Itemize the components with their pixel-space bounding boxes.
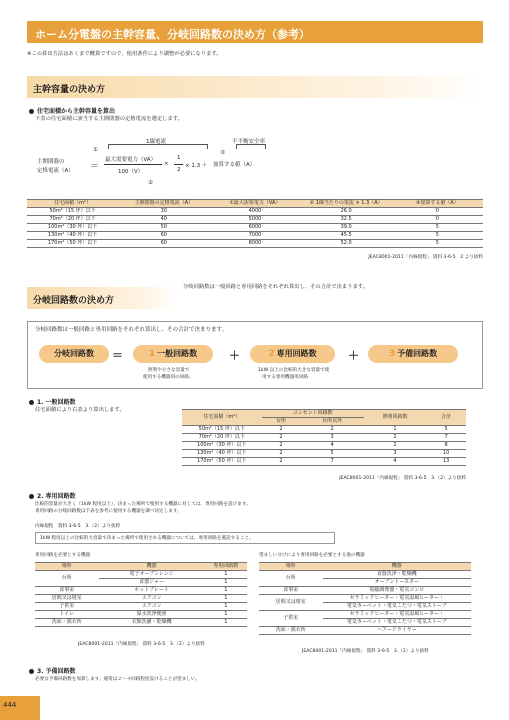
dedicated-required-table (35, 562, 247, 627)
source-note: JEAC8001-2011「内線規程」 資料 3-6-5 3.（2）より抜粋 (339, 476, 466, 481)
col-header: 場所 (259, 563, 323, 571)
cell: 130m²（40 坪）以下 (182, 450, 262, 458)
cell: 40 (118, 216, 209, 224)
cell: 洗面・脱衣所 (35, 619, 99, 627)
general-circuits-table (182, 409, 466, 466)
cell: 5 (426, 426, 466, 434)
operator-plus: ＋ (229, 349, 240, 362)
cell: 100m²（30 坪）以下 (27, 224, 118, 232)
desc-general-2: 使用する機器用の回路。 (143, 375, 194, 380)
cell: 食事室 (259, 587, 323, 595)
cell: オーブントースター (323, 579, 471, 587)
table-row (35, 571, 247, 579)
source-note: JEAC8001-2011「内線規程」 資料 3-6-5 3.（2）より抜粋 (78, 642, 205, 647)
cell: 1 (205, 595, 247, 603)
formula-left-a: 主開閉器の (37, 159, 65, 165)
table-row (259, 595, 471, 603)
cell: 7 (426, 434, 466, 442)
cell: 1 (205, 619, 247, 627)
cell: トイレ (35, 611, 99, 619)
cell: 子供室 (35, 603, 99, 611)
cell: 電磁調理器・電気コンロ (323, 587, 471, 595)
cell: 50m²（15 坪）以下 (182, 426, 262, 434)
pill-number: 3 (388, 349, 396, 359)
page-number: 444 (3, 701, 17, 709)
section-desc: 下表の住宅面積に該当する主開閉器の定格電流を選定します。 (35, 116, 183, 122)
cell: 0 (392, 216, 483, 224)
table-row (182, 450, 466, 458)
fraction-line (104, 164, 162, 165)
col-header: 機器 (323, 563, 471, 571)
dedicated-ref: 内線規程 資料 3-6-5 3.（2）より抜粋 (35, 524, 121, 529)
dedicated-desc-2: 専用回路の分岐回路数は下表を参考に使用する機器を調べ決定します。 (35, 509, 182, 514)
section-heading-main-capacity: 主幹容量の決め方 (27, 76, 483, 98)
cell: 2 (300, 426, 363, 434)
left-table-title: 専用回路を必要とする機器 (35, 553, 91, 558)
table-row (27, 208, 483, 216)
col-header: 専用回路数 (205, 563, 247, 571)
cell: 2 (262, 426, 301, 434)
source-note: JEAC8001-2011「内線規程」 資料 3-6-5 2 より抜粋 (368, 255, 483, 260)
bullet-general: 1. 一般回路数 (29, 397, 76, 406)
table-row (259, 587, 471, 595)
bullet-main-capacity: 住宅面積から主幹容量を算出 (29, 106, 115, 115)
table-row (27, 216, 483, 224)
cell: ホットプレート (99, 587, 205, 595)
spare-desc: 必要な予備回路数を加算します。通常は２～４回路程度設けることが望ましい。 (35, 677, 201, 682)
source-note: JEAC8001-2011「内線規程」 資料 3-6-5 3.（2）より抜粋 (302, 649, 429, 654)
table-row (259, 627, 471, 635)
cell: 2 (262, 458, 301, 466)
cell: 5 (300, 450, 363, 458)
cell: 5 (392, 224, 483, 232)
cell: 電気カーペット・電気こたつ・電気ストーブ (323, 603, 471, 611)
table-row (259, 571, 471, 579)
col-header: 照明回路数 (364, 410, 426, 426)
cell: 130m²（40 坪）以下 (27, 232, 118, 240)
col-header: 住宅面積（m²） (182, 410, 262, 426)
cell: 70m²（20 坪）以下 (182, 434, 262, 442)
pill-label: 専用回路数 (276, 349, 317, 358)
bracket-line (236, 144, 266, 149)
cell: 衣類洗濯・乾燥機 (99, 619, 205, 627)
cell: 50m²（15 坪）以下 (27, 208, 118, 216)
cell: セラミックヒーター・電気温風ヒーター・ (323, 595, 471, 603)
col-header: 合計 (426, 410, 466, 426)
col-header: 住宅面積（m²） (27, 200, 118, 208)
col-header: ③加算する値（A） (392, 200, 483, 208)
label-imbalance-factor: 不平衡安全率 (232, 139, 266, 145)
table-row (182, 426, 466, 434)
cell: ヘアードライヤー (323, 627, 471, 635)
cell: 26.0 (301, 208, 392, 216)
bullet-dot-icon (29, 400, 34, 405)
formula-one: 1 (177, 155, 181, 161)
table-row (182, 442, 466, 450)
pill-total-branch: 分岐回路数 (39, 345, 109, 363)
right-table-title: 望ましい分けにより専用回路を必要とする他の機器 (259, 553, 365, 558)
cell: 60 (118, 240, 209, 248)
main-capacity-table (27, 199, 483, 248)
cell: 10 (426, 450, 466, 458)
cell: 食器洗浄・乾燥機 (323, 571, 471, 579)
cell: 13 (426, 458, 466, 466)
table-row (259, 611, 471, 619)
branch-box-text: 分岐回路数は一般回路と専用回路をそれぞれ算出し、その合計で決まります。 (35, 327, 228, 333)
table-row (27, 232, 483, 240)
table-row (35, 611, 247, 619)
cell: 2 (262, 450, 301, 458)
cell: 2 (262, 442, 301, 450)
cell: 食器ジャー (99, 579, 205, 587)
table-header-row (182, 410, 466, 418)
cell: 7 (300, 458, 363, 466)
table-row (35, 587, 247, 595)
cell: 70m²（20 坪）以下 (27, 216, 118, 224)
cell: 1 (364, 426, 426, 434)
dedicated-ref-box: 1kW 程度以上の比較的大容量で決まった場所で使用される機器については、専用回路を施設すること。 (35, 532, 335, 544)
cell: 食事室 (35, 587, 99, 595)
col-header: 主開閉器の定格電流（A） (118, 200, 209, 208)
cell: 170m²（50 坪）以下 (27, 240, 118, 248)
circle-2: ② (148, 180, 153, 186)
label-1wire-current: 1線電流 (146, 139, 166, 145)
cell: 6000 (209, 224, 300, 232)
formula-add-value: 加算する値（A） (213, 162, 256, 168)
desc-general-1: 照明や小さな容量で (148, 368, 190, 373)
section-side-note: 分岐回路数は一般回路と専用回路をそれぞれ算出し、その合計で決まります。 (183, 284, 368, 290)
cell: 洗面・脱衣所 (259, 627, 323, 635)
table-row (182, 458, 466, 466)
cell: セラミックヒーター・電気温風ヒーター・ (323, 611, 471, 619)
operator-equals: ＝ (112, 349, 123, 362)
pill-number: 2 (268, 349, 275, 359)
cell: 5 (392, 240, 483, 248)
fraction-line (174, 164, 183, 165)
table-header-row (259, 563, 471, 571)
pill-dedicated (250, 345, 335, 363)
cell: 1 (205, 611, 247, 619)
table-row (27, 240, 483, 248)
formula-100v: 100（V） (118, 169, 144, 175)
bullet-dedicated: 2. 専用回路数 (29, 491, 76, 500)
table-header-row (35, 563, 247, 571)
page-title: ホーム分電盤の主幹容量、分岐回路数の決め方（参考） (27, 21, 483, 43)
cell: 2 (262, 434, 301, 442)
cell: 4 (300, 442, 363, 450)
cell: 5000 (209, 216, 300, 224)
general-desc: 住宅面積により右表より算出します。 (35, 407, 125, 413)
bracket-line (108, 144, 208, 149)
cell: 30 (118, 208, 209, 216)
cell: 45.5 (301, 232, 392, 240)
cell: 温水洗浄便座 (99, 611, 205, 619)
formula-equals: ＝ (90, 162, 100, 172)
table-row (35, 619, 247, 627)
cell: 5 (392, 232, 483, 240)
cell: 39.0 (301, 224, 392, 232)
cell: 子供室 (259, 611, 323, 627)
dedicated-optional-table (259, 562, 471, 635)
note: ※この算出方法はあくまで概算ですので、使用条件により調整が必要になります。 (27, 51, 222, 57)
table-header-row (27, 200, 483, 208)
cell: 8 (426, 442, 466, 450)
cell: 1 (205, 603, 247, 611)
cell: 電気カーペット・電気こたつ・電気ストーブ (323, 619, 471, 627)
cell: 2 (364, 442, 426, 450)
cell: 170m²（50 坪）以下 (182, 458, 262, 466)
pill-general (133, 345, 213, 363)
dedicated-desc-1: 比較的容量が大きく（1kW 程度以上）、決まった場所で使用する機器に対しては、専用回路を設けます。 (35, 502, 251, 507)
table-row (27, 224, 483, 232)
pill-label: 一般回路数 (157, 349, 198, 358)
cell: 4 (364, 458, 426, 466)
bullet-spare: 3. 予備回路数 (29, 666, 76, 675)
cell: 3 (300, 434, 363, 442)
bullet-dot-icon (29, 494, 34, 499)
bullet-dot-icon (29, 669, 34, 674)
pill-number: 1 (148, 349, 156, 359)
col-header: ①最大需要電力（VA） (209, 200, 300, 208)
cell: 32.5 (301, 216, 392, 224)
col-header: コンセント回路数 (262, 410, 364, 418)
desc-dedicated-1: 1kW 以上の比較的大きな容量で使 (258, 368, 330, 373)
cell: 電子オーブンレンジ (99, 571, 205, 579)
table-row (182, 434, 466, 442)
col-header: 台所 (262, 418, 301, 426)
cell: 2 (364, 434, 426, 442)
formula-left-b: 定格電流（A） (37, 168, 74, 174)
cell: 1 (205, 571, 247, 579)
formula-two: 2 (177, 167, 181, 173)
operator-plus: ＋ (348, 349, 359, 362)
formula-mult: × 1.3 ＋ (185, 163, 208, 169)
cell: 1 (205, 579, 247, 587)
cell: エアコン (99, 603, 205, 611)
col-header: 機器 (99, 563, 205, 571)
bullet-dot-icon (29, 109, 34, 114)
cell: 0 (392, 208, 483, 216)
section-heading-branch-circuits: 分岐回路数の決め方 (27, 287, 177, 309)
cell: 台所 (35, 571, 99, 587)
col-header: ② 1線当たりの電流 × 1.3（A） (301, 200, 392, 208)
cell: 8000 (209, 240, 300, 248)
cell: 居間又は寝室 (259, 595, 323, 611)
cell: 3 (364, 450, 426, 458)
circle-1: ① (93, 147, 98, 153)
cell: 7000 (209, 232, 300, 240)
cell: 4000 (209, 208, 300, 216)
cell: 50 (118, 224, 209, 232)
circle-3: ③ (220, 150, 225, 156)
formula-max-demand: 最大需要電力（VA） (105, 157, 157, 163)
table-row (35, 603, 247, 611)
cell: 100m²（30 坪）以下 (182, 442, 262, 450)
cell: 台所 (259, 571, 323, 587)
cell: エアコン (99, 595, 205, 603)
desc-dedicated-2: 用する専用機器用回路 (262, 375, 308, 380)
col-header: 台所以外 (300, 418, 363, 426)
table-row (35, 595, 247, 603)
col-header: 場所 (35, 563, 99, 571)
cell: 1 (205, 587, 247, 595)
formula-times: × (164, 161, 169, 167)
pill-spare (368, 345, 458, 363)
cell: 60 (118, 232, 209, 240)
cell: 居間又は寝室 (35, 595, 99, 603)
cell: 52.0 (301, 240, 392, 248)
pill-label: 予備回路数 (397, 349, 438, 358)
